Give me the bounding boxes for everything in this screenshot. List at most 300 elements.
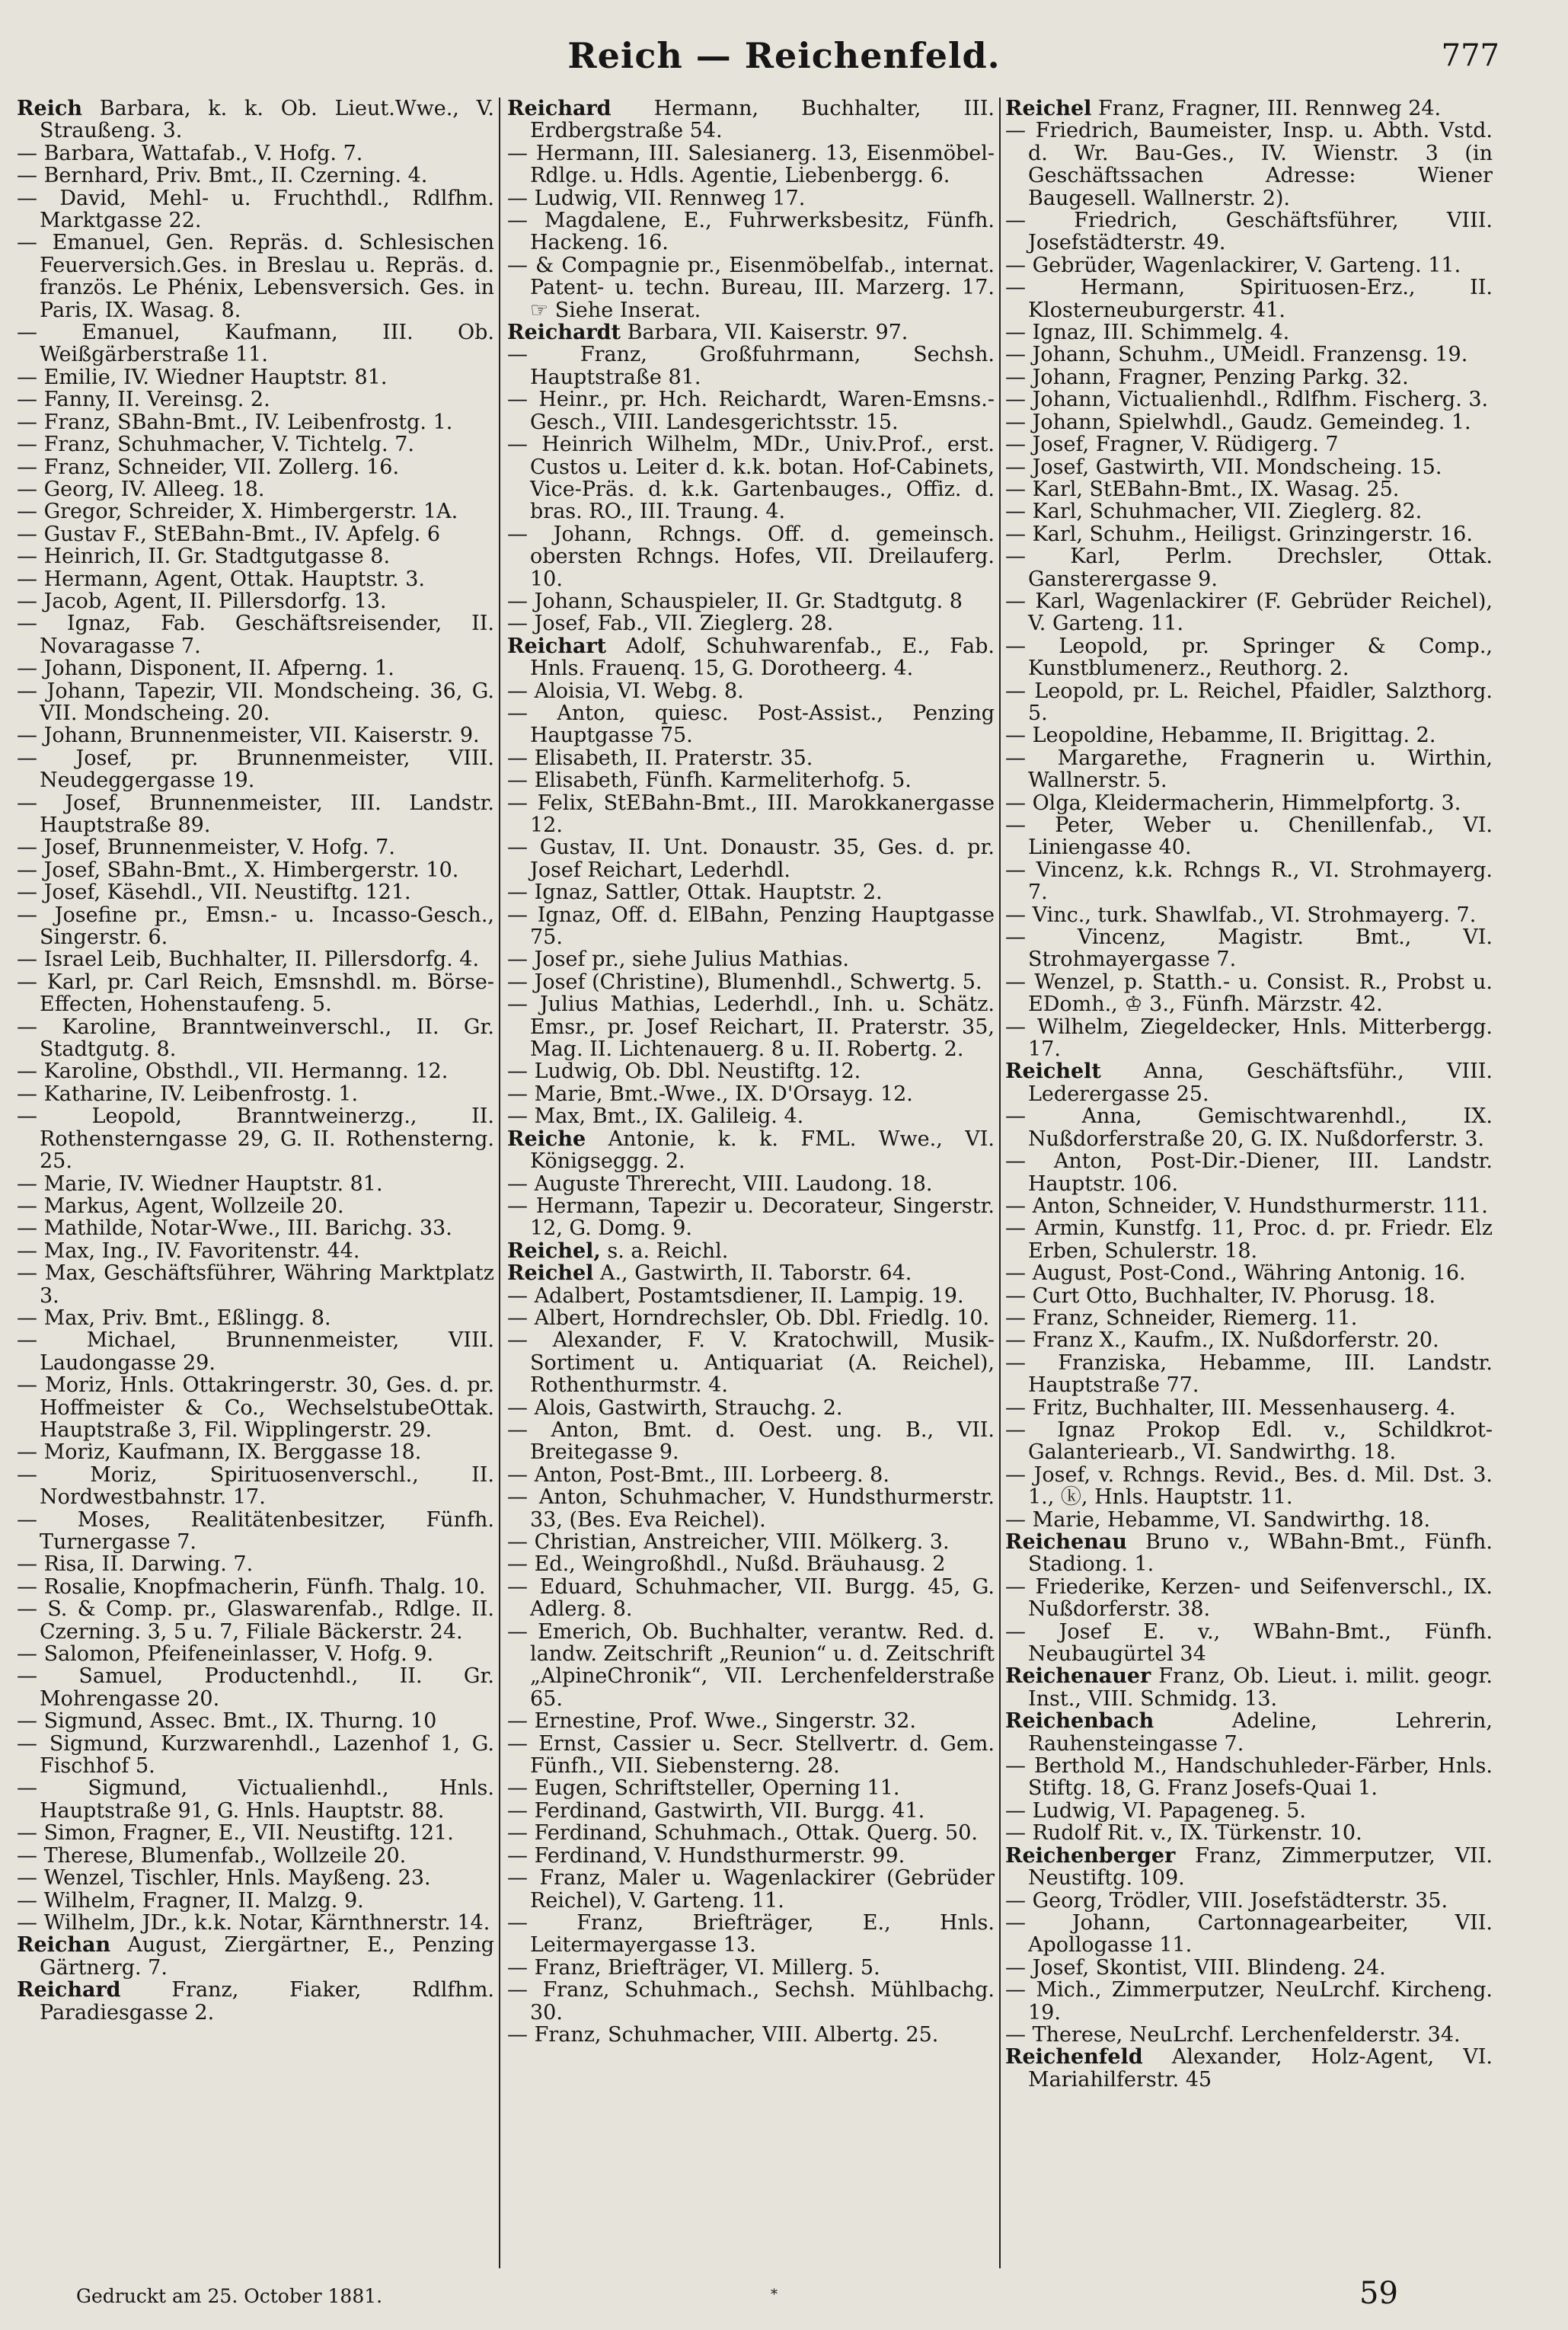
directory-entry: [17, 1509, 494, 1554]
entry-text: — Franz, Briefträger, VI. Millerg. 5.: [507, 1955, 880, 1980]
directory-entry: [507, 1285, 995, 1307]
entry-text: — Ludwig, VII. Rennweg 17.: [507, 186, 806, 210]
entry-text: — Friedrich, Geschäftsführer, VIII. Josefstädterstr. 49.: [1005, 209, 1493, 255]
directory-entry: [507, 433, 995, 523]
directory-entry: [507, 1060, 995, 1082]
directory-entry: [17, 1598, 494, 1643]
entry-text: — Emilie, IV. Wiedner Hauptstr. 81.: [17, 365, 388, 389]
entry-text: — Bernhard, Priv. Bmt., II. Czerning. 4.: [17, 164, 428, 188]
directory-entry: [17, 747, 494, 792]
directory-entry: [507, 1329, 995, 1396]
entry-text: — Fanny, II. Vereinsg. 2.: [17, 388, 270, 412]
surname-heading: Reichenfeld: [1005, 2045, 1143, 2070]
entry-text: Barbara, k. k. Ob. Lieut.Wwe., V. Straußeng. 3.: [40, 97, 494, 143]
column-divider-1: [499, 97, 500, 2268]
directory-entry: [1005, 411, 1493, 433]
entry-text: — Hermann, Spirituosen-Erz., II. Klosterneuburgerstr. 41.: [1005, 276, 1493, 322]
directory-entry: [17, 1890, 494, 1912]
entry-text: Adolf, Schuhwarenfab., E., Fab. Hnls. Frauenq. 15, G. Dorotheerg. 4.: [530, 634, 995, 681]
entry-text: — Josef (Christine), Blumenhdl., Schwertg. 5.: [507, 970, 982, 994]
entry-text: — Vinc., turk. Shawlfab., VI. Strohmayerg. 7.: [1005, 903, 1477, 927]
entry-text: — Ludwig, VI. Papageneg. 5.: [1005, 1798, 1306, 1823]
entry-text: — Fritz, Buchhalter, III. Messenhauserg. 4.: [1005, 1395, 1456, 1420]
entry-text: — Josef, Fragner, V. Rüdigerg. 7: [1005, 433, 1339, 457]
directory-entry: [1005, 1912, 1493, 1957]
directory-entry: [17, 859, 494, 881]
entry-text: Hermann, Buchhalter, III. Erdbergstraße 54.: [530, 97, 995, 143]
surname-heading: Reichel: [507, 1261, 594, 1286]
entry-text: — Wenzel, Tischler, Hnls. Mayßeng. 23.: [17, 1866, 431, 1891]
directory-entry: [17, 612, 494, 657]
directory-entry: [507, 1979, 995, 2024]
surname-heading: Reichel: [1005, 97, 1092, 120]
entry-text: — Berthold M., Handschuhleder-Färber, Hnls. Stiftg. 18, G. Franz Josefs-Quai 1.: [1005, 1754, 1493, 1801]
entry-text: — Leopold, pr. Springer & Comp., Kunstblumenerz., Reuthorg. 2.: [1005, 634, 1493, 681]
entry-text: — Felix, StEBahn-Bmt., III. Marokkanergasse 12.: [507, 791, 995, 837]
directory-entry: [507, 344, 995, 388]
entry-text: — Ferdinand, V. Hundsthurmerstr. 99.: [507, 1843, 905, 1868]
directory-entry: [17, 1665, 494, 1710]
entry-text: — Ignaz Prokop Edl. v., Schildkrot-Galanteriearb., VI. Sandwirthg. 18.: [1005, 1417, 1493, 1465]
directory-entry: [507, 1128, 995, 1173]
directory-entry: [507, 590, 995, 612]
directory-entry: [507, 1195, 995, 1240]
directory-entry: [507, 993, 995, 1060]
entry-text: — Gustav F., StEBahn-Bmt., IV. Apfelg. 6: [17, 522, 441, 546]
entry-text: — Anton, Post-Dir.-Diener, III. Landstr. Hauptstr. 106.: [1005, 1149, 1493, 1196]
directory-entry: [507, 1710, 995, 1732]
entry-text: — Karl, Wagenlackirer (F. Gebrüder Reichel), V. Garteng. 11.: [1005, 589, 1493, 636]
entry-text: Franz, Ob. Lieut. i. milit. geogr. Inst., VIII. Schmidg. 13.: [1028, 1664, 1493, 1711]
entry-text: — Ignaz, Sattler, Ottak. Hauptstr. 2.: [507, 881, 883, 905]
entry-text: — Margarethe, Fragnerin u. Wirthin, Wallnerstr. 5.: [1005, 746, 1493, 793]
directory-entry: [1005, 120, 1493, 209]
directory-entry: [17, 836, 494, 858]
directory-entry: [17, 1710, 494, 1732]
entry-text: — Franz, SBahn-Bmt., IV. Leibenfrostg. 1.: [17, 410, 453, 434]
column-3: [1005, 97, 1493, 2276]
directory-entry: [507, 1733, 995, 1778]
entry-text: — Peter, Weber u. Chenillenfab., VI. Liniengasse 40.: [1005, 813, 1493, 860]
directory-entry: [17, 321, 494, 366]
directory-entry: [1005, 904, 1493, 926]
directory-entry: [17, 657, 494, 679]
entry-text: — Johann, Spielwhdl., Gaudz. Gemeindeg. 1.: [1005, 410, 1471, 434]
directory-entry: [507, 1777, 995, 1799]
entry-text: — Vincenz, Magistr. Bmt., VI. Strohmayergasse 7.: [1005, 925, 1493, 972]
entry-text: — Moriz, Spirituosenverschl., II. Nordwestbahnstr. 17.: [17, 1462, 494, 1510]
entry-text: Antonie, k. k. FML. Wwe., VI. Königseggg. 2.: [530, 1127, 995, 1174]
directory-entry: [17, 1217, 494, 1239]
directory-entry: [1005, 1957, 1493, 1979]
directory-entry: [17, 881, 494, 903]
entry-text: — Heinrich Wilhelm, MDr., Univ.Prof., erst. Custos u. Leiter d. k.k. botan. Hof-Cabinets, Vice-Präs. d. k.k. Gartenbauges., Offiz. d. bras. RO., III. Traung. 4.: [507, 433, 995, 524]
directory-entry: [507, 747, 995, 769]
entry-text: — Franz, Großfuhrmann, Sechsh. Hauptstraße 81.: [507, 343, 995, 389]
entry-text: — Armin, Kunstfg. 11, Proc. d. pr. Friedr. Elz Erben, Schulerstr. 18.: [1005, 1216, 1493, 1263]
entry-text: — Mich., Zimmerputzer, NeuLrchf. Kircheng. 19.: [1005, 1978, 1493, 2025]
directory-entry: [1005, 1665, 1493, 1710]
entry-text: — Georg, Trödler, VIII. Josefstädterstr. 35.: [1005, 1888, 1448, 1913]
directory-entry: [17, 545, 494, 567]
directory-entry: [507, 948, 995, 970]
directory-entry: [507, 881, 995, 903]
entry-text: — Magdalene, E., Fuhrwerksbesitz, Fünfh. Hackeng. 16.: [507, 209, 995, 255]
directory-entry: [17, 1374, 494, 1441]
entry-text: — Anton, Schuhmacher, V. Hundsthurmerstr. 33, (Bes. Eva Reichel).: [507, 1485, 995, 1532]
directory-entry: [17, 411, 494, 433]
entry-text: — Leopoldine, Hebamme, II. Brigittag. 2.: [1005, 724, 1436, 748]
entry-text: — Franz, Schneider, Riemerg. 11.: [1005, 1306, 1358, 1330]
sheet-number: 59: [1359, 2276, 1398, 2311]
directory-entry: [507, 635, 995, 680]
directory-entry: [507, 1957, 995, 1979]
entry-text: — Sigmund, Assec. Bmt., IX. Thurng. 10: [17, 1709, 437, 1734]
entry-text: — Karl, Schuhm., Heiligst. Grinzingerstr. 16.: [1005, 522, 1473, 546]
entry-text: — Friederike, Kerzen- und Seifenverschl., IX. Nußdorferstr. 38.: [1005, 1574, 1493, 1622]
entry-text: — Franz, Maler u. Wagenlackirer (Gebrüder Reichel), V. Garteng. 11.: [507, 1866, 995, 1913]
surname-heading: Reichel,: [507, 1239, 601, 1263]
entry-text: — Max, Geschäftsführer, Währing Marktplatz 3.: [17, 1261, 494, 1308]
entry-text: — Josef pr., siehe Julius Mathias.: [507, 948, 849, 972]
directory-entry: [507, 1912, 995, 1957]
directory-entry: [1005, 1329, 1493, 1351]
entry-text: — Ignaz, Fab. Geschäftsreisender, II. Novaragasse 7.: [17, 612, 494, 658]
directory-entry: [17, 590, 494, 612]
entry-text: — Sigmund, Kurzwarenhdl., Lazenhof 1, G. Fischhof 5.: [17, 1731, 494, 1779]
entry-text: — Anton, quiesc. Post-Assist., Penzing Hauptgasse 75.: [507, 701, 995, 748]
entry-text: — S. & Comp. pr., Glaswarenfab., Rdlge. II. Czerning. 3, 5 u. 7, Filiale Bäckerstr. 24.: [17, 1597, 494, 1644]
directory-entry: [1005, 344, 1493, 366]
entry-text: — Josef, Brunnenmeister, V. Hofg. 7.: [17, 836, 395, 860]
directory-entry: [1005, 1285, 1493, 1307]
directory-entry: [17, 1016, 494, 1061]
directory-entry: [1005, 590, 1493, 635]
directory-entry: [17, 1060, 494, 1082]
page-header: [0, 32, 1568, 93]
directory-entry: [507, 792, 995, 837]
surname-heading: Reich: [17, 97, 82, 120]
directory-entry: [507, 971, 995, 993]
directory-entry: [507, 680, 995, 702]
directory-entry: [1005, 1890, 1493, 1912]
entry-text: — Josef, Fab., VII. Zieglerg. 28.: [507, 612, 834, 636]
entry-text: — Elisabeth, Fünfh. Karmeliterhofg. 5.: [507, 769, 912, 793]
entry-text: — Elisabeth, II. Praterstr. 35.: [507, 746, 813, 770]
directory-entry: [1005, 1710, 1493, 1755]
directory-entry: [1005, 1755, 1493, 1800]
entry-text: Alexander, Holz-Agent, VI. Mariahilferstr. 45: [1028, 2045, 1493, 2092]
entry-text: — Markus, Agent, Wollzeile 20.: [17, 1194, 344, 1218]
directory-entry: [17, 165, 494, 187]
entry-text: — Auguste Threrecht, VIII. Laudong. 18.: [507, 1171, 933, 1196]
directory-entry: [1005, 276, 1493, 321]
entry-text: — Max, Ing., IV. Favoritenstr. 44.: [17, 1239, 360, 1263]
directory-entry: [507, 1419, 995, 1464]
directory-entry: [17, 232, 494, 321]
surname-heading: Reichardt: [507, 321, 621, 345]
directory-entry: [507, 1867, 995, 1912]
entry-text: — Emanuel, Gen. Repräs. d. Schlesischen Feuerversich.Ges. in Breslau u. Repräs. d. französ. Le Phénix, Lebensversich. Ges. in Paris, IX. Wasag. 8.: [17, 231, 494, 322]
directory-entry: [1005, 1150, 1493, 1195]
page-title: Reich — Reichenfeld.: [567, 35, 1001, 76]
directory-entry: [1005, 2046, 1493, 2091]
entry-text: — Josef E. v., WBahn-Bmt., Fünfh. Neubaugürtel 34: [1005, 1619, 1493, 1667]
directory-entry: [1005, 859, 1493, 904]
directory-entry: [507, 209, 995, 254]
entry-text: — Albert, Horndrechsler, Ob. Dbl. Friedlg. 10.: [507, 1306, 990, 1330]
directory-entry: [1005, 792, 1493, 814]
entry-text: — Johann, Rchngs. Off. d. gemeinsch. obersten Rchngs. Hofes, VII. Dreilauferg. 10.: [507, 522, 995, 591]
surname-heading: Reichenberger: [1005, 1843, 1176, 1868]
directory-entry: [17, 1733, 494, 1778]
entry-text: — Moriz, Kaufmann, IX. Berggasse 18.: [17, 1440, 422, 1465]
directory-entry: [1005, 1307, 1493, 1329]
entry-text: — Max, Priv. Bmt., Eßlingg. 8.: [17, 1306, 331, 1330]
directory-entry: [1005, 814, 1493, 859]
entry-text: — Jacob, Agent, II. Pillersdorfg. 13.: [17, 589, 387, 613]
entry-text: — Josef, SBahn-Bmt., X. Himbergerstr. 10.: [17, 858, 459, 882]
entry-text: — Marie, IV. Wiedner Hauptstr. 81.: [17, 1171, 383, 1196]
directory-entry: [507, 1083, 995, 1105]
directory-entry: [507, 1486, 995, 1531]
column-divider-2: [999, 97, 1001, 2268]
entry-text: — Ignaz, III. Schimmelg. 4.: [1005, 321, 1290, 345]
print-date: Gedruckt am 25. October 1881.: [76, 2285, 383, 2307]
entry-text: — Josefine pr., Emsn.- u. Incasso-Gesch., Singerstr. 6.: [17, 903, 494, 950]
directory-entry: [507, 612, 995, 634]
directory-entry: [1005, 1509, 1493, 1531]
directory-entry: [1005, 1464, 1493, 1509]
directory-entry: [17, 366, 494, 388]
directory-entry: [507, 187, 995, 209]
directory-entry: [507, 523, 995, 590]
directory-entry: [17, 523, 494, 545]
directory-entry: [17, 478, 494, 500]
entry-text: — Katharine, IV. Leibenfrostg. 1.: [17, 1082, 359, 1106]
entry-text: — David, Mehl- u. Fruchthdl., Rdlfhm. Marktgasse 22.: [17, 186, 494, 233]
directory-entry: [17, 433, 494, 455]
directory-entry: [17, 971, 494, 1016]
entry-text: — Gustav, II. Unt. Donaustr. 35, Ges. d. pr. Josef Reichart, Lederhdl.: [507, 836, 995, 882]
directory-entry: [1005, 456, 1493, 478]
entry-text: — Eugen, Schriftsteller, Operning 11.: [507, 1776, 900, 1801]
entry-text: — Israel Leib, Buchhalter, II. Pillersdorfg. 4.: [17, 948, 480, 972]
directory-entry: [1005, 635, 1493, 680]
entry-text: — Olga, Kleidermacherin, Himmelpfortg. 3.: [1005, 791, 1461, 815]
entry-text: — Simon, Fragner, E., VII. Neustiftg. 121.: [17, 1821, 454, 1846]
directory-entry: [507, 1621, 995, 1711]
entry-text: — Ernestine, Prof. Wwe., Singerstr. 32.: [507, 1709, 916, 1734]
directory-entry: [507, 1240, 995, 1262]
entry-text: — Hermann, III. Salesianerg. 13, Eisenmöbel-Rdlge. u. Hdls. Agentie, Liebenbergg. 6.: [507, 141, 995, 188]
entry-text: — Moriz, Hnls. Ottakringerstr. 30, Ges. d. pr. Hoffmeister & Co., WechselstubeOttak. Hauptstraße 3, Fil. Wipplingerstr. 29.: [17, 1373, 494, 1442]
directory-entry: [507, 1822, 995, 1844]
directory-entry: [17, 187, 494, 232]
entry-text: — Marie, Bmt.-Wwe., IX. D'Orsayg. 12.: [507, 1082, 913, 1106]
directory-entry: [17, 1576, 494, 1598]
directory-entry: [17, 1329, 494, 1374]
entry-text: — Franz, Briefträger, E., Hnls. Leitermayergasse 13.: [507, 1910, 995, 1958]
entry-text: — Ed., Weingroßhdl., Nußd. Bräuhausg. 2: [507, 1552, 946, 1577]
directory-entry: [1005, 366, 1493, 388]
directory-entry: [1005, 1531, 1493, 1576]
directory-entry: [507, 1800, 995, 1822]
surname-heading: Reichart: [507, 634, 607, 658]
surname-heading: Reichard: [17, 1978, 121, 2002]
entry-text: — Gregor, Schreider, X. Himbergerstr. 1A.: [17, 500, 458, 524]
entry-text: — Franz, Schuhmacher, V. Tichtelg. 7.: [17, 433, 414, 457]
directory-entry: [17, 1173, 494, 1195]
directory-entry: [1005, 388, 1493, 411]
directory-entry: [17, 97, 494, 142]
directory-entry: [1005, 971, 1493, 1016]
directory-entry: [1005, 1419, 1493, 1464]
entry-text: — Ignaz, Off. d. ElBahn, Penzing Hauptgasse 75.: [507, 903, 995, 950]
directory-entry: [1005, 1060, 1493, 1105]
directory-entry: [17, 1867, 494, 1889]
entry-text: — Leopold, pr. L. Reichel, Pfaidler, Salzthorg. 5.: [1005, 679, 1493, 725]
directory-entry: [17, 792, 494, 837]
surname-heading: Reichenauer: [1005, 1664, 1151, 1689]
directory-entry: [1005, 1621, 1493, 1666]
directory-entry: [1005, 680, 1493, 725]
directory-entry: [507, 1307, 995, 1329]
entry-text: August, Ziergärtner, E., Penzing Gärtnerg. 7.: [40, 1933, 494, 1980]
entry-text: — Marie, Hebamme, VI. Sandwirthg. 18.: [1005, 1507, 1431, 1532]
directory-entry: [507, 321, 995, 344]
entry-text: — Anton, Bmt. d. Oest. ung. B., VII. Breitegasse 9.: [507, 1417, 995, 1465]
page-footer: [0, 2276, 1568, 2314]
directory-entry: [1005, 1397, 1493, 1419]
entry-text: Franz, Zimmerputzer, VII. Neustiftg. 109.: [1028, 1843, 1493, 1891]
entry-text: s. a. Reichl.: [600, 1239, 729, 1263]
directory-entry: [17, 724, 494, 746]
directory-entry: [1005, 1262, 1493, 1284]
entry-text: Adeline, Lehrerin, Rauhensteingasse 7.: [1028, 1709, 1493, 1756]
entry-text: — Josef, Skontist, VIII. Blindeng. 24.: [1005, 1955, 1386, 1980]
directory-entry: [1005, 1845, 1493, 1890]
entry-text: — Georg, IV. Alleeg. 18.: [17, 477, 265, 501]
entry-text: — Sigmund, Victualienhdl., Hnls. Hauptstraße 91, G. Hnls. Hauptstr. 88.: [17, 1776, 494, 1823]
entry-text: — Johann, Victualienhdl., Rdlfhm. Fischerg. 3.: [1005, 388, 1489, 412]
directory-entry: [507, 1173, 995, 1195]
directory-entry: [17, 1105, 494, 1172]
directory-entry: [17, 568, 494, 590]
entry-text: — Franziska, Hebamme, III. Landstr. Hauptstraße 77.: [1005, 1350, 1493, 1398]
entry-text: — Josef, Käsehdl., VII. Neustiftg. 121.: [17, 881, 411, 905]
entry-text: — Franz X., Kaufm., IX. Nußdorferstr. 20.: [1005, 1328, 1439, 1353]
entry-text: — Josef, pr. Brunnenmeister, VIII. Neudeggergasse 19.: [17, 746, 494, 793]
directory-entry: [507, 1105, 995, 1127]
directory-entry: [1005, 433, 1493, 455]
directory-entry: [507, 97, 995, 142]
column-1: [17, 97, 494, 2276]
entry-text: — Josef, v. Rchngs. Revid., Bes. d. Mil. Dst. 3. 1., ⓚ, Hnls. Hauptstr. 11.: [1005, 1462, 1493, 1510]
directory-entry: [17, 1912, 494, 1934]
directory-entry: [1005, 1352, 1493, 1397]
entry-text: Franz, Fragner, III. Rennweg 24.: [1091, 97, 1442, 120]
directory-entry: [507, 254, 995, 321]
directory-entry: [17, 1979, 494, 2024]
directory-entry: [507, 1576, 995, 1621]
entry-text: — Ferdinand, Gastwirth, VII. Burgg. 41.: [507, 1798, 925, 1823]
entry-text: — Karoline, Branntweinverschl., II. Gr. Stadtgutg. 8.: [17, 1015, 494, 1062]
directory-entry: [507, 142, 995, 187]
entry-text: — Curt Otto, Buchhalter, IV. Phorusg. 18.: [1005, 1283, 1435, 1308]
entry-text: — Emerich, Ob. Buchhalter, verantw. Red. d. landw. Zeitschrift „Reunion“ u. d. Zeitschrift „AlpineChronik“, VII. Lerchenfelderstraße 65.: [507, 1619, 995, 1711]
entry-text: — Leopold, Branntweinerzg., II. Rothensterngasse 29, G. II. Rothensterng. 25.: [17, 1104, 494, 1174]
directory-entry: [1005, 1195, 1493, 1217]
entry-text: — Wilhelm, JDr., k.k. Notar, Kärnthnerstr. 14.: [17, 1910, 490, 1935]
entry-text: — Vincenz, k.k. Rchngs R., VI. Strohmayerg. 7.: [1005, 858, 1493, 905]
entry-text: — Adalbert, Postamtsdiener, II. Lampig. 19.: [507, 1283, 964, 1308]
directory-entry: [507, 1531, 995, 1553]
entry-text: — Ludwig, Ob. Dbl. Neustiftg. 12.: [507, 1060, 861, 1084]
directory-entry: [1005, 1822, 1493, 1844]
directory-entry: [17, 1643, 494, 1665]
surname-heading: Reichard: [507, 97, 612, 120]
entry-text: — Heinr., pr. Hch. Reichardt, Waren-Emsns.-Gesch., VIII. Landesgerichtsstr. 15.: [507, 388, 995, 434]
directory-entry: [1005, 1800, 1493, 1822]
directory-entry: [1005, 478, 1493, 500]
directory-entry: [1005, 747, 1493, 792]
directory-entry: [1005, 724, 1493, 746]
entry-text: — Karl, StEBahn-Bmt., IX. Wasag. 25.: [1005, 477, 1400, 501]
directory-entry: [1005, 926, 1493, 971]
directory-entry: [507, 1845, 995, 1867]
entry-text: — Eduard, Schuhmacher, VII. Burgg. 45, G. Adlerg. 8.: [507, 1574, 995, 1622]
entry-text: — August, Post-Cond., Währing Antonig. 16.: [1005, 1261, 1466, 1286]
directory-entry: [507, 702, 995, 747]
directory-entry: [17, 456, 494, 478]
directory-entry: [507, 1464, 995, 1486]
entry-text: — Josef, Brunnenmeister, III. Landstr. Hauptstraße 89.: [17, 791, 494, 837]
directory-entry: [17, 680, 494, 725]
directory-entry: [507, 388, 995, 433]
directory-entry: [17, 500, 494, 523]
directory-entry: [17, 1822, 494, 1844]
entry-text: — Johann, Fragner, Penzing Parkg. 32.: [1005, 365, 1409, 389]
entry-text: — Ferdinand, Schuhmach., Ottak. Querg. 50.: [507, 1821, 978, 1846]
entry-text: — Karoline, Obsthdl., VII. Hermanng. 12.: [17, 1060, 449, 1084]
directory-entry: [507, 769, 995, 791]
entry-text: — Johann, Disponent, II. Afperng. 1.: [17, 657, 394, 681]
entry-text: — Emanuel, Kaufmann, III. Ob. Weißgärberstraße 11.: [17, 321, 494, 367]
entry-text: — Alexander, F. V. Kratochwill, Musik-Sortiment u. Antiquariat (A. Reichel), Rothenthurmstr. 4.: [507, 1328, 995, 1398]
directory-entry: [1005, 1016, 1493, 1061]
directory-entry: [1005, 209, 1493, 254]
entry-text: — Therese, Blumenfab., Wollzeile 20.: [17, 1843, 407, 1868]
directory-entry: [17, 948, 494, 970]
entry-text: — Michael, Brunnenmeister, VIII. Laudongasse 29.: [17, 1328, 494, 1375]
entry-text: — Johann, Brunnenmeister, VII. Kaiserstr. 9.: [17, 724, 480, 748]
entry-text: — Aloisia, VI. Webg. 8.: [507, 679, 744, 703]
directory-entry: [17, 904, 494, 949]
entry-text: — Franz, Schuhmach., Sechsh. Mühlbachg. 30.: [507, 1978, 995, 2025]
entry-text: — Gebrüder, Wagenlackirer, V. Garteng. 11.: [1005, 253, 1461, 277]
directory-entry: [17, 1441, 494, 1463]
surname-heading: Reichelt: [1005, 1060, 1101, 1084]
entry-text: — Barbara, Wattafab., V. Hofg. 7.: [17, 141, 363, 165]
entry-text: — & Compagnie pr., Eisenmöbelfab., internat. Patent- u. techn. Bureau, III. Marzerg. 17. ☞ Siehe Inserat.: [507, 253, 995, 322]
entry-text: — Heinrich, II. Gr. Stadtgutgasse 8.: [17, 545, 391, 569]
entry-text: Franz, Fiaker, Rdlfhm. Paradiesgasse 2.: [40, 1978, 494, 2025]
entry-text: — Hermann, Tapezir u. Decorateur, Singerstr. 12, G. Domg. 9.: [507, 1194, 995, 1241]
entry-text: — Karl, Schuhmacher, VII. Zieglerg. 82.: [1005, 500, 1423, 524]
entry-text: — Wilhelm, Ziegeldecker, Hnls. Mitterbergg. 17.: [1005, 1015, 1493, 1062]
directory-entry: [1005, 545, 1493, 590]
